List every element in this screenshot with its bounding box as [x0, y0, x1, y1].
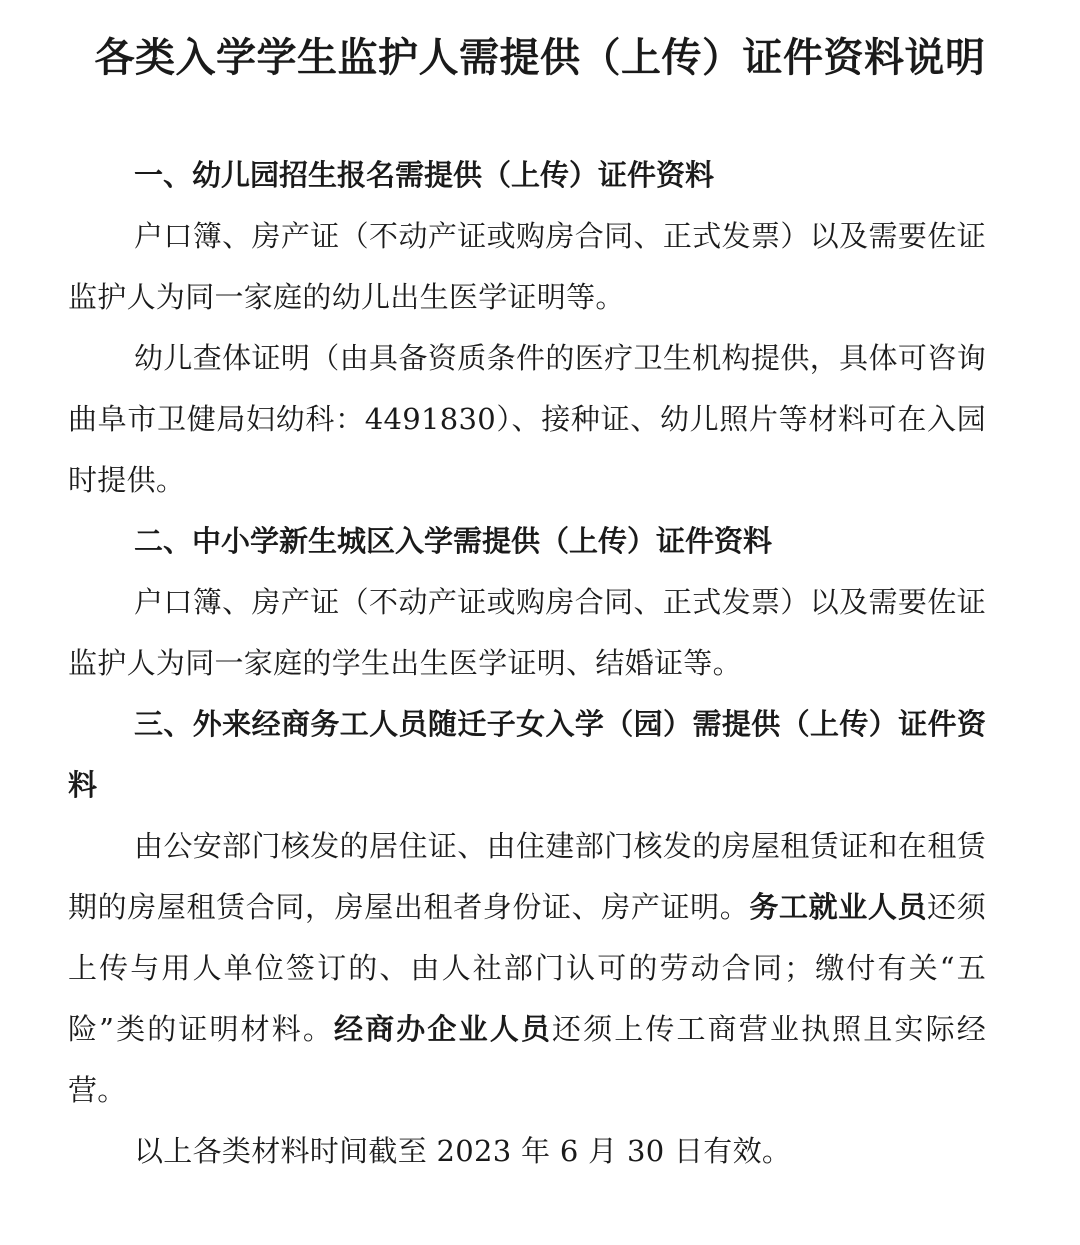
- document-body: [68, 145, 986, 1182]
- business-owner-label: 经商办企业人员: [334, 1012, 552, 1046]
- section-3-text-part-1: 由公安部门核发的居住证、由住建部门核发的房屋租赁证和在租赁期的房屋租赁合同，房屋出租者身份证、房产证明。: [68, 829, 986, 924]
- document-title: 各类入学学生监护人需提供（上传）证件资料说明: [94, 35, 986, 81]
- section-2-paragraph-1: 户口簿、房产证（不动产证或购房合同、正式发票）以及需要佐证监护人为同一家庭的学生出生医学证明、结婚证等。: [68, 585, 986, 680]
- worker-label: 务工就业人员: [749, 890, 928, 924]
- section-1-paragraph-1: 户口簿、房产证（不动产证或购房合同、正式发票）以及需要佐证监护人为同一家庭的幼儿出生医学证明等。: [68, 219, 986, 314]
- section-3-text-part-3: 还须上传工商营业执照且实际经营。: [68, 1012, 986, 1107]
- section-2-heading: 二、中小学新生城区入学需提供（上传）证件资料: [134, 524, 773, 558]
- section-3-heading: 三、外来经商务工人员随迁子女入学（园）需提供（上传）证件资料: [68, 707, 986, 802]
- section-1-paragraph-2: 幼儿查体证明（由具备资质条件的医疗卫生机构提供，具体可咨询曲阜市卫健局妇幼科：4491830）、接种证、幼儿照片等材料可在入园时提供。: [68, 341, 986, 497]
- section-3-text-part-2: 还须上传与用人单位签订的、由人社部门认可的劳动合同；缴付有关“五险”类的证明材料。: [68, 890, 987, 1046]
- closing-note: 以上各类材料时间截至 2023 年 6 月 30 日有效。: [134, 1134, 792, 1168]
- section-3-paragraph-1: [68, 816, 986, 1121]
- section-1-heading: 一、幼儿园招生报名需提供（上传）证件资料: [134, 158, 715, 192]
